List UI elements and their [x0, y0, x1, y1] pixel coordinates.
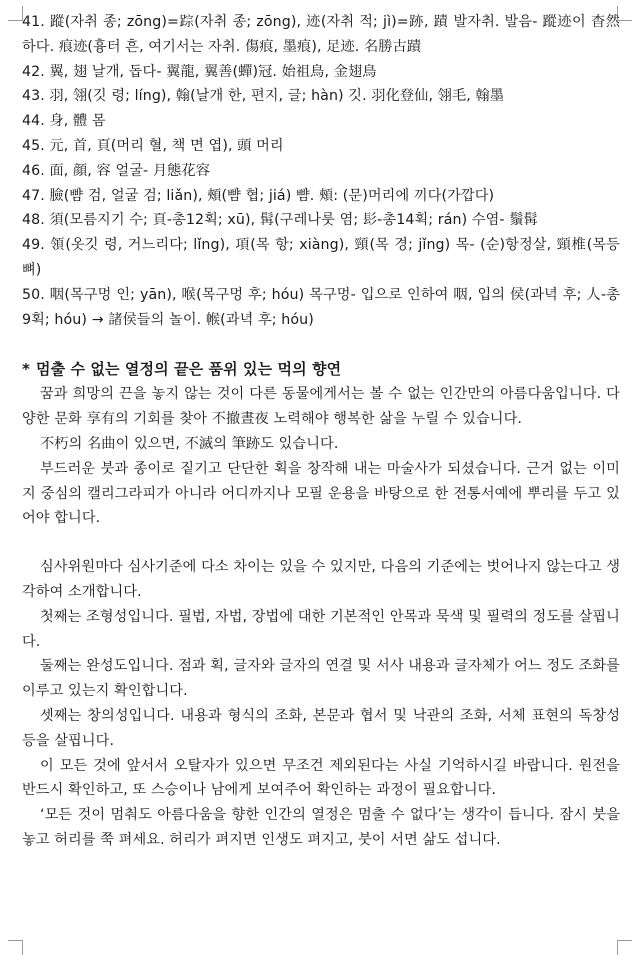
vocab-entry	[22, 10, 620, 60]
vocab-entry	[22, 159, 620, 184]
page-corner-mark	[8, 6, 23, 21]
closing-paragraph: ‘모든 것이 멈춰도 아름다움을 향한 인간의 열정은 멈출 수 없다’는 생각이 듭니다. 잠시 붓을 놓고 허리를 쭉 펴세요. 허리가 펴지면 인생도 펴지고, 붓이 서면 삶도 섭니다.	[22, 807, 620, 848]
vocab-entry	[22, 184, 620, 209]
entry-text: 羽, 翎(깃 령; líng), 翰(날개 한, 편지, 글; hàn) 깃. 羽化登仙, 翎毛, 翰墨	[49, 88, 505, 105]
spacer	[22, 332, 620, 356]
essay-paragraph: 부드러운 붓과 종이로 짙기고 단단한 획을 창작해 내는 마술사가 되셨습니다. 근거 없는 이미지 중심의 캘리그라피가 아니라 어디까지나 모필 운용을 바탕으로 한 전통서예에 뿌리를 두고 있어야 합니다.	[22, 460, 620, 527]
spacer	[22, 531, 620, 555]
page-corner-mark	[617, 940, 632, 955]
page-corner-mark	[8, 940, 23, 955]
entry-number: 49.	[22, 237, 45, 254]
vocab-entry	[22, 134, 620, 159]
vocab-entry	[22, 60, 620, 85]
entry-text: 身, 體 몸	[49, 113, 106, 130]
entry-number: 41.	[22, 14, 45, 30]
entry-text: 蹤(자취 종; zōng)=踪(자취 종; zōng), 迹(자취 적; jì)=跡, 蹟 발자취. 발음- 蹤迹이 杳然하다. 痕迹(흉터 흔, 여기서는 자취. 傷痕, 墨痕), 足迹. 名勝古蹟	[22, 14, 620, 55]
entry-number: 44.	[22, 113, 45, 130]
document-body	[22, 10, 620, 853]
entry-text: 咽(목구멍 인; yān), 喉(목구멍 후; hóu) 목구멍- 입으로 인하여 咽, 입의 侯(과녁 후; 人-총9획; hóu) → 諸侯들의 놀이. 帿(과녁 후; hóu)	[22, 286, 620, 328]
closing-paragraph: 이 모든 것에 앞서서 오탈자가 있으면 무조건 제외된다는 사실 기억하시길 바랍니다. 원전을 반드시 확인하고, 또 스승이나 남에게 보여주어 확인하는 과정이 필요합니다.	[22, 757, 620, 799]
vocab-entry	[22, 84, 620, 109]
criteria-item: 셋째는 창의성입니다. 내용과 형식의 조화, 본문과 협서 및 낙관의 조화, 서체 표현의 독창성 등을 살핍니다.	[22, 707, 620, 749]
entry-text: 元, 首, 頁(머리 혈, 책 면 엽), 頭 머리	[49, 137, 284, 154]
criteria-item: 둘째는 완성도입니다. 점과 획, 글자와 글자의 연결 및 서사 내용과 글자체가 어느 정도 조화를 이루고 있는지 확인합니다.	[22, 658, 620, 700]
vocab-entry	[22, 233, 620, 283]
vocab-entry	[22, 208, 620, 233]
essay-title: 멈출 수 없는 열정의 끝은 품위 있는 먹의 향연	[36, 360, 342, 379]
entry-number: 43.	[22, 88, 45, 105]
asterisk-bullet: *	[22, 360, 30, 379]
essay-heading	[22, 356, 620, 382]
entry-text: 面, 顔, 容 얼굴- 月態花容	[49, 162, 211, 179]
essay-paragraph: 不朽의 名曲이 있으면, 不滅의 筆跡도 있습니다.	[40, 435, 339, 452]
entry-text: 翼, 翅 날개, 돕다- 翼龍, 翼善(蟬)冠. 始祖鳥, 金翅鳥	[49, 63, 377, 80]
essay-paragraph: 꿈과 희망의 끈을 놓지 않는 것이 다른 동물에게서는 볼 수 없는 인간만의 아름다움입니다. 다양한 문화 享有의 기회를 찾아 不撤晝夜 노력해야 행복한 삶을 누릴 수 있습니다.	[22, 386, 620, 428]
entry-text: 須(모름지기 수; 頁-총12획; xū), 髯(구레나룻 염; 髟-총14획; rán) 수염- 鬚髯	[49, 212, 538, 229]
entry-number: 42.	[22, 63, 45, 80]
entry-number: 45.	[22, 137, 45, 154]
criteria-item: 첫째는 조형성입니다. 필법, 자법, 장법에 대한 기본적인 안목과 묵색 및 필력의 정도를 살핍니다.	[22, 608, 620, 650]
criteria-intro: 심사위원마다 심사기준에 다소 차이는 있을 수 있지만, 다음의 기준에는 벗어나지 않는다고 생각하여 소개합니다.	[22, 559, 620, 600]
entry-number: 50.	[22, 286, 45, 303]
vocab-entry	[22, 283, 620, 333]
entry-number: 47.	[22, 187, 45, 204]
entry-text: 領(옷깃 령, 거느리다; lǐng), 項(목 항; xiàng), 頸(목 경; jǐng) 목- (순)항정살, 頸椎(목등뼈)	[22, 237, 620, 278]
entry-text: 臉(뺨 검, 얼굴 검; liǎn), 頰(뺨 협; jiá) 뺨. 頰: (문)머리에 끼다(가깝다)	[49, 187, 495, 204]
entry-number: 46.	[22, 162, 45, 179]
entry-number: 48.	[22, 212, 45, 229]
vocab-entry	[22, 109, 620, 134]
